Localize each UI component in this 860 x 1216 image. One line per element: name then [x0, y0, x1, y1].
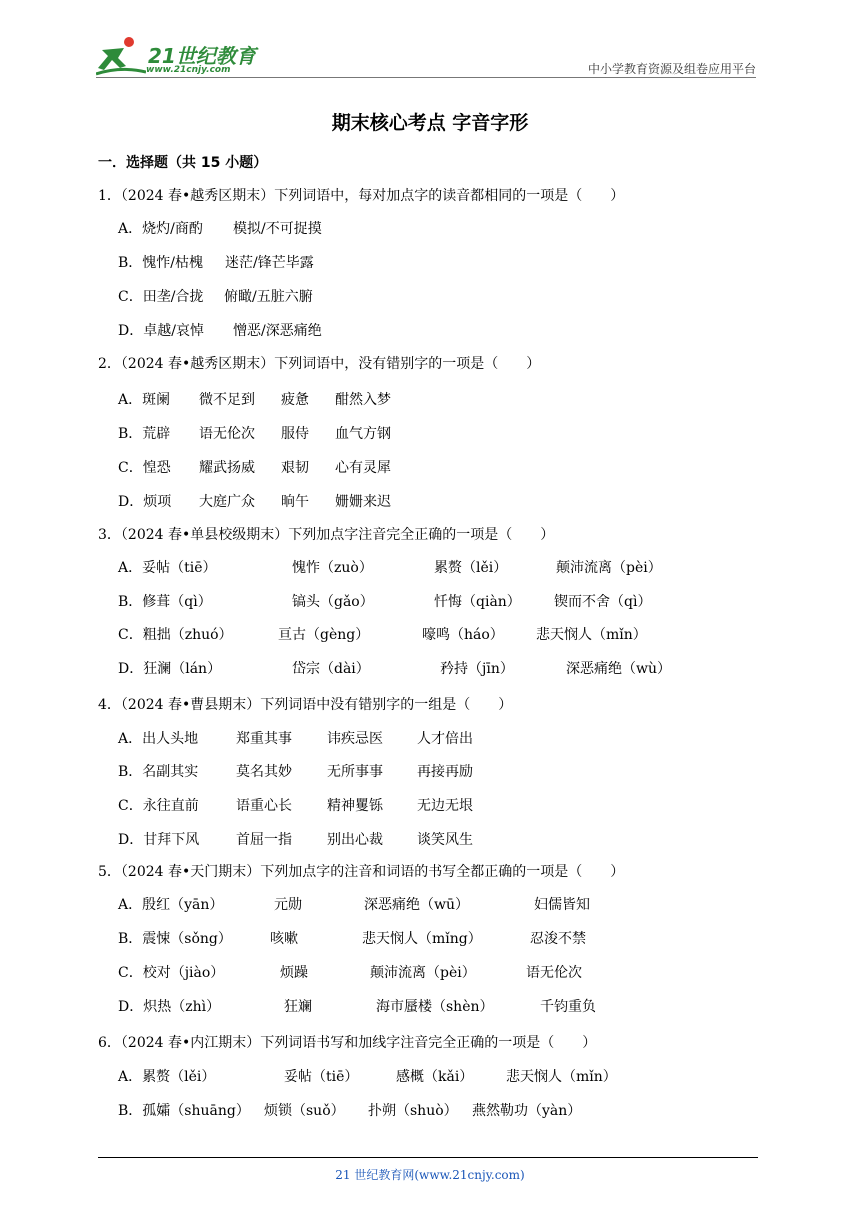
option-text: C．校对（jiào）	[118, 965, 225, 981]
option-text: 耀武扬威	[199, 460, 255, 476]
page-header	[96, 34, 756, 78]
logo-text: 21世纪教育	[148, 44, 256, 68]
option-text: D．狂澜（lán）	[118, 661, 222, 677]
option-text: 狂斓	[284, 999, 312, 1015]
option-text: B．愧怍/枯槐	[118, 255, 204, 271]
option-text: 郑重其事	[236, 731, 292, 747]
option-text: 谈笑风生	[417, 832, 473, 848]
option-text: 累赘（lěi）	[434, 560, 508, 576]
option-text: B．震悚（sǒng）	[118, 931, 232, 947]
option-text: 矜持（jīn）	[440, 661, 514, 677]
option-text: 嚎鸣（háo）	[422, 627, 504, 643]
page-title: 期末核心考点 字音字形	[331, 112, 529, 134]
option-text: 忍浚不禁	[530, 931, 586, 947]
option-text: 愧怍（zuò）	[292, 560, 373, 576]
option-text: D．炽热（zhì）	[118, 999, 221, 1015]
site-logo	[96, 36, 266, 76]
option-text: 悲天悯人（mǐng）	[362, 931, 482, 947]
option-text: 岱宗（dài）	[292, 661, 370, 677]
option-text: 悲天悯人（mǐn）	[536, 627, 647, 643]
option-text: 人才倍出	[417, 731, 473, 747]
question-2-stem: 2．（2024 春•越秀区期末）下列词语中，没有错别字的一项是（ ）	[98, 356, 541, 372]
option-text: 悲天悯人（mǐn）	[506, 1069, 617, 1085]
option-text: 语无伦次	[199, 426, 255, 442]
option-text: 再接再励	[417, 764, 473, 780]
platform-name: 中小学教育资源及组卷应用平台	[587, 62, 756, 76]
option-text: 憎恶/深恶痛绝	[233, 323, 322, 339]
option-text: B．孤孀（shuāng）	[118, 1103, 250, 1119]
option-text: A．斑阑	[118, 392, 171, 408]
option-text: 锲而不舍（qì）	[554, 594, 652, 610]
option-text: 迷茫/锋芒毕露	[225, 255, 314, 271]
logo-url: www.21cnjy.com	[146, 65, 231, 75]
option-text: 颠沛流离（pèi）	[370, 965, 476, 981]
option-text: 妥帖（tiē）	[284, 1069, 359, 1085]
option-text: 首屈一指	[236, 832, 292, 848]
option-text: D．甘拜下风	[118, 832, 200, 848]
option-text: 俯瞰/五脏六腑	[224, 289, 313, 305]
question-4-stem: 4．（2024 春•曹县期末）下列词语中没有错别字的一组是（ ）	[98, 697, 513, 713]
option-text: 烦锁（suǒ）	[264, 1103, 345, 1119]
option-text: 亘古（gèng）	[278, 627, 370, 643]
option-text: 血气方钢	[335, 426, 391, 442]
option-text: 颠沛流离（pèi）	[556, 560, 662, 576]
option-text: 深恶痛绝（wū）	[364, 897, 469, 913]
option-text: 妇儒皆知	[534, 897, 590, 913]
question-6-stem: 6．（2024 春•内江期末）下列词语书写和加线字注音完全正确的一项是（ ）	[98, 1035, 597, 1051]
option-text: 忏悔（qiàn）	[434, 594, 521, 610]
option-text: 扑朔（shuò）	[368, 1103, 458, 1119]
option-text: C．惶恐	[118, 460, 171, 476]
option-text: A．妥帖（tiē）	[118, 560, 217, 576]
option-text: 海市蜃楼（shèn）	[376, 999, 494, 1015]
option-text: 别出心裁	[327, 832, 383, 848]
option-text: B．修葺（qì）	[118, 594, 212, 610]
option-text: 烦躁	[280, 965, 308, 981]
option-text: 燕然勒功（yàn）	[472, 1103, 582, 1119]
header-divider	[96, 77, 756, 78]
option-text: 感概（kǎi）	[396, 1069, 474, 1085]
runner-logo-icon	[96, 36, 146, 76]
option-text: 服侍	[281, 426, 309, 442]
question-1-stem: 1．（2024 春•越秀区期末）下列词语中，每对加点字的读音都相同的一项是（ ）	[98, 188, 625, 204]
option-text: 莫名其妙	[236, 764, 292, 780]
option-text: 千钧重负	[540, 999, 596, 1015]
option-text: A．出人头地	[118, 731, 199, 747]
option-text: A．烧灼/商酌	[118, 221, 203, 237]
section-heading: 一．选择题（共 15 小题）	[98, 155, 268, 171]
option-text: D．卓越/哀悼	[118, 323, 204, 339]
option-text: 疲惫	[281, 392, 309, 408]
option-text: 深恶痛绝（wù）	[566, 661, 671, 677]
option-text: A．殷红（yān）	[118, 897, 224, 913]
option-text: C．永往直前	[118, 798, 199, 814]
option-text: 讳疾忌医	[327, 731, 383, 747]
option-text: 无所事事	[327, 764, 383, 780]
option-text: 元勋	[274, 897, 302, 913]
footer-link[interactable]: 21 世纪教育网(www.21cnjy.com)	[335, 1168, 525, 1182]
option-text: A．累赘（lěi）	[118, 1069, 216, 1085]
option-text: 无边无垠	[417, 798, 473, 814]
option-text: C．粗拙（zhuó）	[118, 627, 233, 643]
question-3-stem: 3．（2024 春•单县校级期末）下列加点字注音完全正确的一项是（ ）	[98, 527, 555, 543]
option-text: D．烦项	[118, 494, 172, 510]
option-text: 语无伦次	[526, 965, 582, 981]
option-text: 语重心长	[236, 798, 292, 814]
option-text: 镐头（gǎo）	[292, 594, 374, 610]
footer-divider	[98, 1157, 758, 1158]
option-text: 酣然入梦	[335, 392, 391, 408]
option-text: B．名副其实	[118, 764, 199, 780]
option-text: C．田垄/合拢	[118, 289, 204, 305]
option-text: 精神矍铄	[327, 798, 383, 814]
option-text: 咳嗽	[270, 931, 298, 947]
option-text: 艰韧	[281, 460, 309, 476]
option-text: 姗姗来迟	[335, 494, 391, 510]
option-text: 大庭广众	[199, 494, 255, 510]
question-5-stem: 5．（2024 春•天门期末）下列加点字的注音和词语的书写全都正确的一项是（ ）	[98, 864, 625, 880]
option-text: 模拟/不可捉摸	[233, 221, 322, 237]
option-text: B．荒辟	[118, 426, 171, 442]
option-text: 心有灵犀	[335, 460, 391, 476]
option-text: 晌午	[281, 494, 309, 510]
option-text: 微不足到	[199, 392, 255, 408]
